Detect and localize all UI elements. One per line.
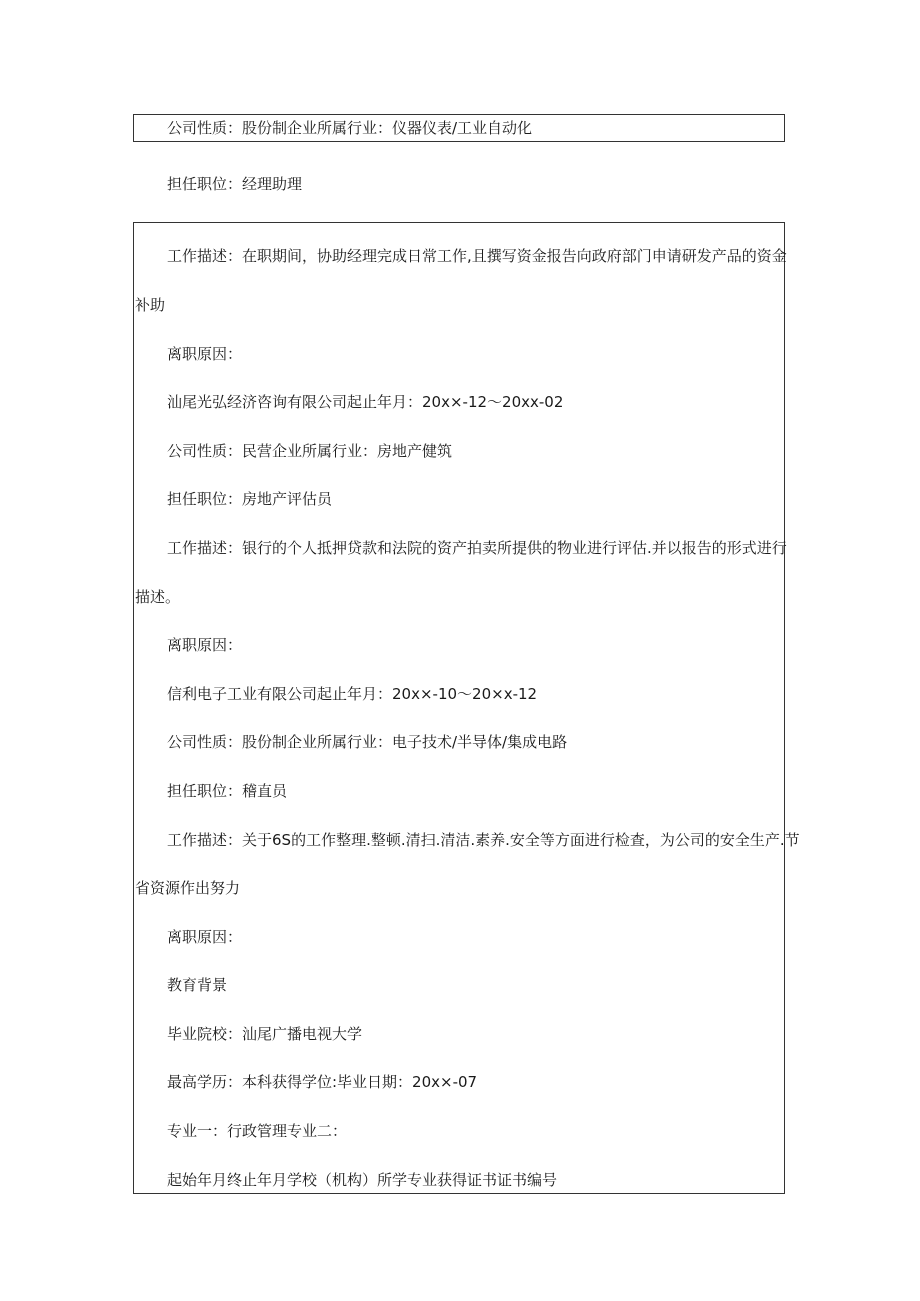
position-line: 担任职位：房地产评估员 — [167, 490, 333, 508]
leave-reason-line: 离职原因： — [167, 928, 243, 946]
work-history-box — [133, 222, 785, 1194]
job-description-line: 工作描述：在职期间，协助经理完成日常工作,且撰写资金报告向政府部门申请研发产品的资金 — [167, 247, 787, 265]
job-description-line: 工作描述：关于6S的工作整理.整顿.清扫.清洁.素养.安全等方面进行检查，为公司的安全生产.节 — [167, 831, 800, 849]
leave-reason-line: 离职原因： — [167, 345, 243, 363]
school-line: 毕业院校：汕尾广播电视大学 — [167, 1025, 363, 1043]
company-nature-line: 公司性质：股份制企业所属行业：仪器仪表/工业自动化 — [167, 119, 533, 137]
company-nature-line: 公司性质：股份制企业所属行业：电子技术/半导体/集成电路 — [167, 733, 568, 751]
company-nature-line: 公司性质：民营企业所属行业：房地产健筑 — [167, 442, 453, 460]
degree-line: 最高学历：本科获得学位:毕业日期：20x×-07 — [167, 1073, 478, 1091]
job-description-continuation: 省资源作出努力 — [135, 879, 241, 897]
position-line: 担任职位：经理助理 — [167, 175, 303, 193]
job-description-line: 工作描述：银行的个人抵押贷款和法院的资产拍卖所提供的物业进行评估.并以报告的形式进行 — [167, 539, 787, 557]
leave-reason-line: 离职原因： — [167, 636, 243, 654]
certificate-header-line: 起始年月终止年月学校（机构）所学专业获得证书证书编号 — [167, 1171, 558, 1189]
job-description-continuation: 描述。 — [135, 588, 181, 606]
position-line: 担任职位：稽直员 — [167, 782, 288, 800]
major-line: 专业一：行政管理专业二： — [167, 1122, 348, 1140]
job-description-continuation: 补助 — [135, 296, 166, 314]
company-name-line: 信利电子工业有限公司起止年月：20x×-10〜20×x-12 — [167, 685, 538, 703]
company-name-line: 汕尾光弘经济咨询有限公司起止年月：20x×-12〜20xx-02 — [167, 393, 564, 411]
education-heading: 教育背景 — [167, 976, 228, 994]
